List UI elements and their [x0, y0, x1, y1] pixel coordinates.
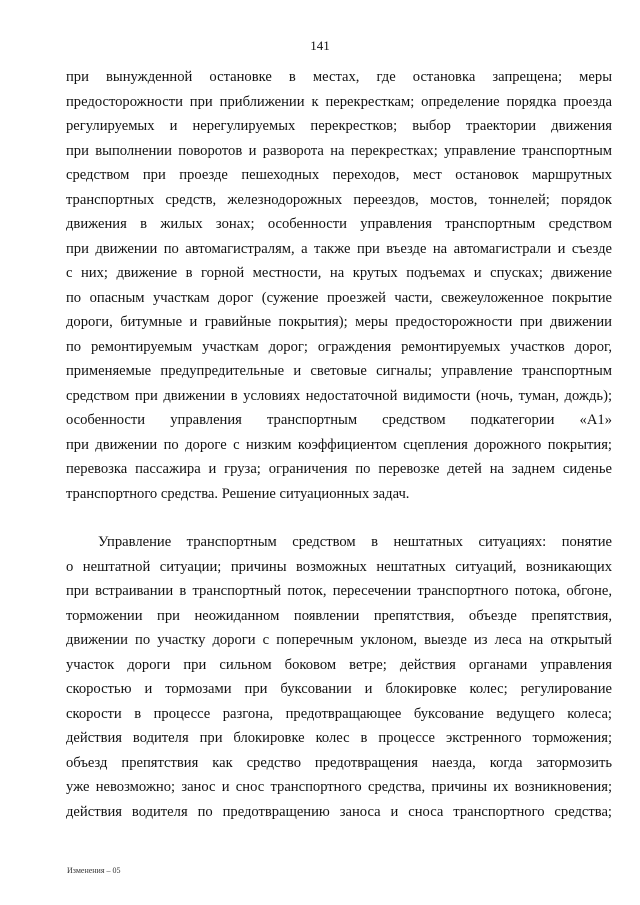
text-line: средством при проезде пешеходных переходов, мест остановок маршрутных [66, 167, 612, 183]
text-line: скорости в процессе разгона, предотвращающее буксование ведущего колеса; [66, 705, 612, 722]
text-line: особенности управления транспортным средством подкатегории «А1» [66, 412, 612, 428]
text-line: средством при движении в условиях недостаточной видимости (ночь, туман, дождь); [66, 387, 612, 404]
text-line: транспортных средств, железнодорожных переездов, мостов, тоннелей; порядок [66, 191, 612, 208]
text-line: объезд препятствия как средство предотвращения наезда, когда затормозить [66, 754, 612, 771]
text-line: перевозка пассажира и груза; ограничения по перевозке детей на заднем сиденье [66, 461, 612, 477]
text-line: действия водителя при блокировке колес в процессе экстренного торможения; [66, 730, 612, 746]
text-line: при движении по автомагистралям, а также при въезде на автомагистрали и съезде [66, 240, 612, 257]
text-line: регулируемых и нерегулируемых перекрестков; выбор траектории движения [66, 118, 612, 134]
text-line: при движении по дороге с низким коэффициентом сцепления дорожного покрытия; [66, 436, 612, 453]
text-line: уже невозможно; занос и снос транспортного средства, причины их возникновения; [66, 779, 612, 795]
text-line: торможении при неожиданном появлении препятствия, объезде препятствия, [66, 607, 612, 624]
page-number: 141 [310, 38, 330, 53]
footer-revision-note: Изменения – 05 [67, 866, 121, 875]
text-line: при вынужденной остановке в местах, где остановка запрещена; меры [66, 69, 612, 85]
text-line: с них; движение в горной местности, на крутых подъемах и спусках; движение [66, 265, 612, 281]
text-line: участок дороги при сильном боковом ветре; действия органами управления [66, 656, 612, 673]
text-line: по опасным участкам дорог (сужение проезжей части, свежеуложенное покрытие [66, 289, 612, 306]
text-line: скоростью и тормозами при буксовании и блокировке колес; регулирование [66, 681, 612, 697]
text-line: по ремонтируемым участкам дорог; ограждения ремонтируемых участков дорог, [66, 338, 612, 355]
paragraph-2 [66, 530, 612, 824]
text-line: Управление транспортным средством в нештатных ситуациях: понятие [98, 534, 612, 550]
text-line: транспортного средства. Решение ситуационных задач. [66, 485, 410, 502]
text-line: применяемые предупредительные и световые сигналы; управление транспортным [66, 363, 612, 379]
text-line: движения в жилых зонах; особенности управления транспортным средством [66, 216, 612, 232]
text-line: о нештатной ситуации; причины возможных нештатных ситуаций, возникающих [66, 558, 612, 575]
text-line: движении по участку дороги с поперечным уклоном, выезде из леса на открытый [66, 632, 612, 648]
text-line: при выполнении поворотов и разворота на перекрестках; управление транспортным [66, 142, 612, 159]
text-line: при встраивании в транспортный поток, пересечении транспортного потока, обгоне, [66, 583, 612, 599]
text-line: дороги, битумные и гравийные покрытия); меры предосторожности при движении [66, 314, 612, 330]
text-line: действия водителя по предотвращению заноса и сноса транспортного средства; [66, 803, 612, 820]
paragraph-1 [66, 65, 612, 506]
text-line: предосторожности при приближении к перекресткам; определение порядка проезда [66, 93, 612, 110]
